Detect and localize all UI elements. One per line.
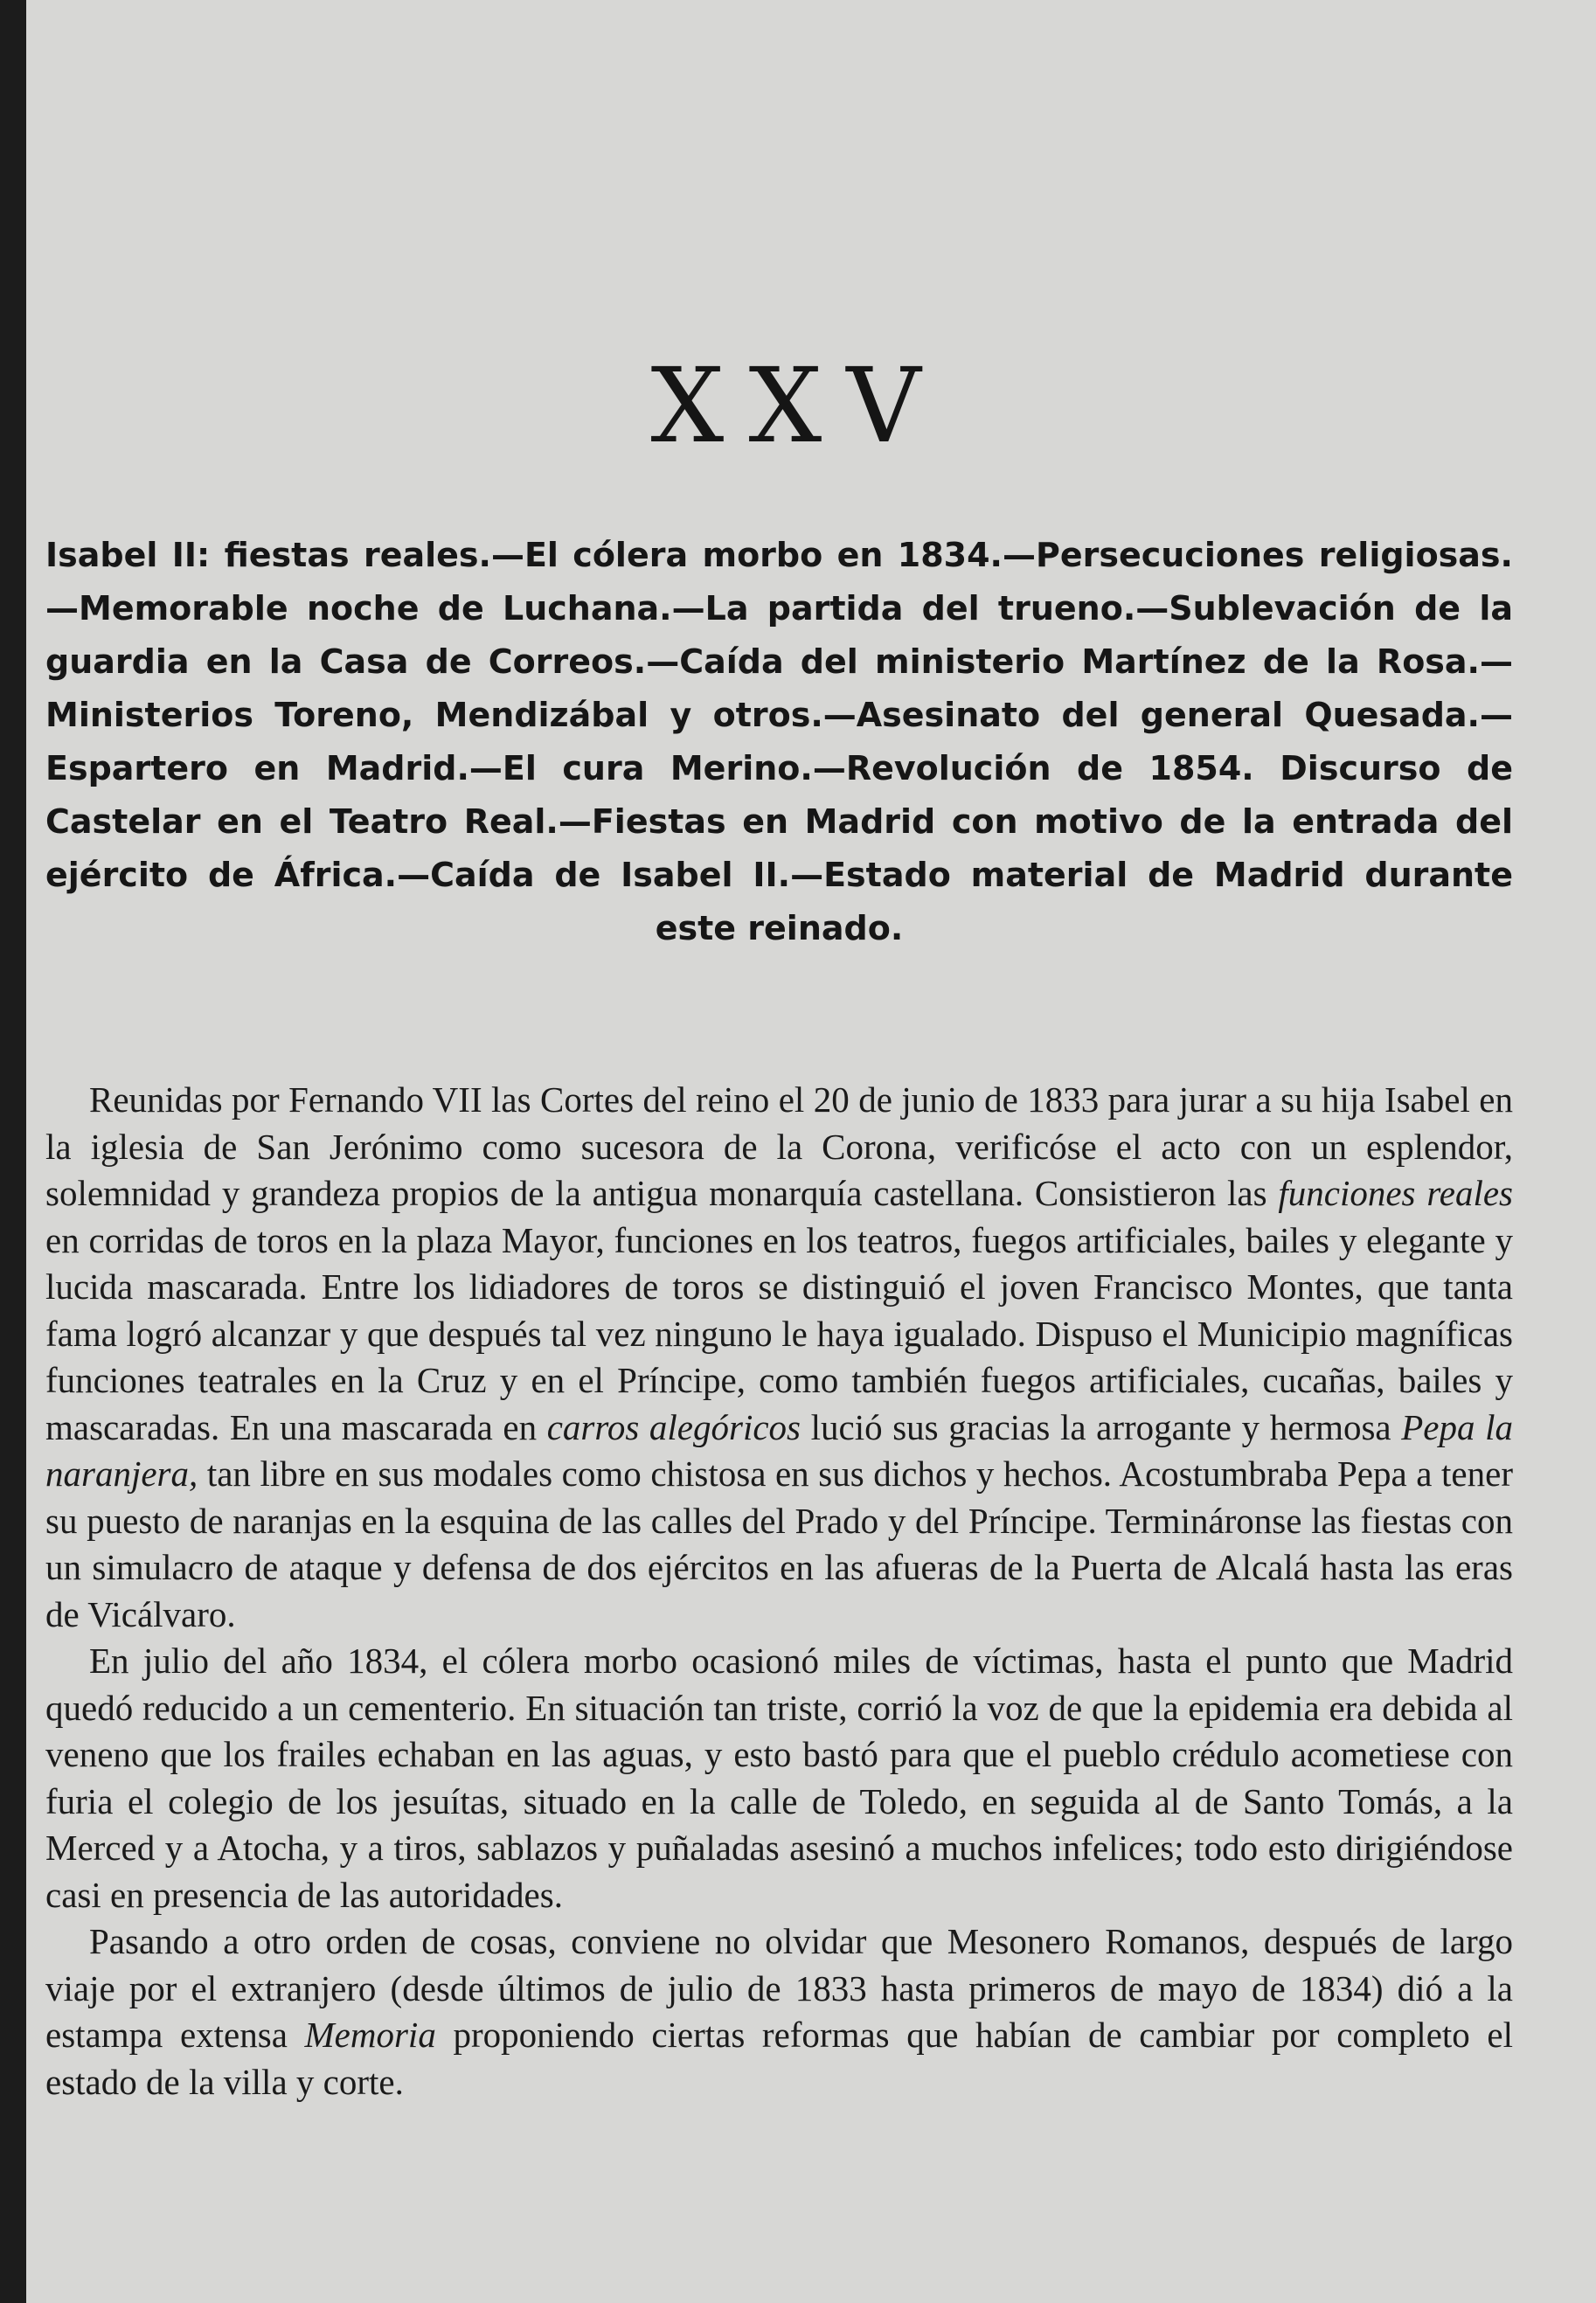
chapter-number: XXV	[650, 345, 946, 466]
chapter-summary: Isabel II: fiestas reales.—El cólera morbo en 1834.—Persecuciones religiosas.—Memorable noche de Luchana.—La partida del trueno.—Sublevación de la guardia en la Casa de Correos.—Caída del ministerio Martínez de la Rosa.—Ministerios Toreno, Mendizábal y otros.—Asesinato del general Quesada.—Espartero en Madrid.—El cura Merino.—Revolución de 1854. Discurso de Castelar en el Teatro Real.—Fiestas en Madrid con motivo de la entrada del ejército de África.—Caída de Isabel II.—Estado material de Madrid durante este reinado.	[45, 536, 1513, 947]
paragraph-3-text-c: proponiendo ciertas reformas que habían de cambiar por completo el estado de la villa y corte.	[45, 2015, 1513, 2102]
chapter-body	[45, 1077, 1513, 2105]
paragraph-3-text-a: Pasando a otro orden de cosas, conviene no olvidar que Mesonero Romanos, después de largo viaje por el extranjero (desde últimos de julio de 1833 hasta primeros de mayo de 1834) dió a la estampa extensa	[45, 1921, 1513, 2055]
paragraph-1-italic-carros: carros alegóricos	[546, 1406, 801, 1447]
paragraph-1-text-e: lució sus gracias la arrogante y hermosa	[801, 1406, 1402, 1447]
paragraph-1-text-c: en corridas de toros en la plaza Mayor, funciones en los teatros, fuegos artificiales, bailes y elegante y lucida mascarada. Entre los lidiadores de toros se distinguió el joven Francisco Montes, que tanta fama logró alcanzar y que después tal vez ninguno le haya igualado. Dispuso el Municipio magníficas funciones teatrales en la Cruz y en el Príncipe, como también fuegos artificiales, cucañas, bailes y mascaradas. En una mascarada en	[45, 1219, 1513, 1447]
paragraph-1-italic-pepa: Pepa la naranjera,	[45, 1406, 1514, 1494]
paragraph-1	[45, 1077, 1513, 1638]
paragraph-2: En julio del año 1834, el cólera morbo ocasionó miles de víctimas, hasta el punto que Madrid quedó reducido a un cementerio. En situación tan triste, corrió la voz de que la epidemia era debida al veneno que los frailes echaban en las aguas, y esto bastó para que el pueblo crédulo acometiese con furia el colegio de los jesuítas, situado en la calle de Toledo, en seguida al de Santo Tomás, a la Merced y a Atocha, y a tiros, sablazos y puñaladas asesinó a muchos infelices; todo esto dirigiéndose casi en presencia de las autoridades.	[45, 1641, 1513, 1915]
paragraph-1-text-a: Reunidas por Fernando VII las Cortes del reino el 20 de junio de 1833 para jurar a su hija Isabel en la iglesia de San Jerónimo como sucesora de la Corona, verificóse el acto con un esplendor, solemnidad y grandeza propios de la antigua monarquía castellana. Consistieron las	[45, 1079, 1513, 1213]
paragraph-1-text-g: tan libre en sus modales como chistosa en sus dichos y hechos. Acostumbraba Pepa a tener su puesto de naranjas en la esquina de las calles del Prado y del Príncipe. Termináronse las fiestas con un simulacro de ataque y defensa de dos ejércitos en las afueras de la Puerta de Alcalá hasta las eras de Vicálvaro.	[45, 1453, 1513, 1634]
paragraph-3	[45, 1918, 1513, 2105]
paragraph-3-italic-memoria: Memoria	[304, 2015, 436, 2055]
paragraph-1-italic-funciones: funciones reales	[1278, 1173, 1513, 1213]
